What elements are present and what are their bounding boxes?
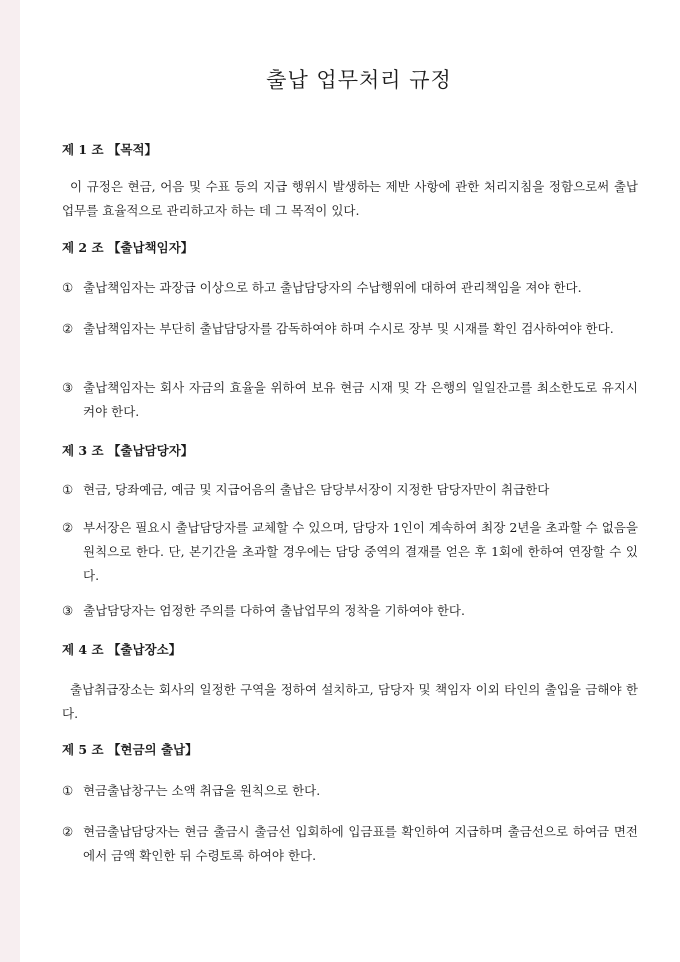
article-3-heading: 제 3 조 【출납담당자】 — [62, 443, 194, 458]
item-number: ② — [62, 824, 74, 839]
item-text: 현금출납창구는 소액 취급을 원칙으로 한다. — [83, 783, 321, 798]
item-text: 부서장은 필요시 출납담당자를 교체할 수 있으며, 담당자 1인이 계속하여 최장 2년을 초과할 수 없음을 원칙으로 한다. 단, 본기간을 초과할 경우에는 담당 중역의 결재를 얻은 후 1회에 한하여 연장할 수 있다. — [83, 520, 638, 583]
item-number: ③ — [62, 380, 74, 395]
item-text: 출납책임자는 회사 자금의 효율을 위하여 보유 현금 시재 및 각 은행의 일일잔고를 최소한도로 유지시켜야 한다. — [83, 380, 638, 419]
article-3-item-2 — [62, 516, 638, 588]
item-text: 출납책임자는 과장급 이상으로 하고 출납담당자의 수납행위에 대하여 관리책임을 져야 한다. — [83, 280, 582, 295]
article-5-heading: 제 5 조 【현금의 출납】 — [62, 742, 198, 757]
article-4-paragraph: 출납취급장소는 회사의 일정한 구역을 정하여 설치하고, 담당자 및 책임자 이외 타인의 출입을 금해야 한다. — [62, 682, 638, 721]
article-2-item-2 — [62, 317, 638, 341]
article-2-item-3 — [62, 376, 638, 424]
document-title: 출납 업무처리 규정 — [266, 68, 452, 92]
article-5-item-1 — [62, 779, 638, 803]
article-4-heading: 제 4 조 【출납장소】 — [62, 642, 182, 657]
item-number: ② — [62, 520, 74, 535]
document-page — [20, 0, 680, 962]
item-number: ① — [62, 280, 74, 295]
item-text: 현금출납담당자는 현금 출금시 출금선 입회하에 입금표를 확인하여 지급하며 출금선으로 하여금 면전에서 금액 확인한 뒤 수령토록 하여야 한다. — [83, 824, 638, 863]
item-number: ① — [62, 783, 74, 798]
item-text: 출납책임자는 부단히 출납담당자를 감독하여야 하며 수시로 장부 및 시재를 확인 검사하여야 한다. — [83, 321, 614, 336]
article-3-item-3 — [62, 599, 638, 623]
article-2-heading: 제 2 조 【출납책임자】 — [62, 240, 194, 255]
item-number: ③ — [62, 603, 74, 618]
article-5-item-2 — [62, 820, 638, 868]
item-text: 현금, 당좌예금, 예금 및 지급어음의 출납은 담당부서장이 지정한 담당자만이 취급한다 — [83, 482, 550, 497]
article-1-paragraph: 이 규정은 현금, 어음 및 수표 등의 지급 행위시 발생하는 제반 사항에 관한 처리지침을 정함으로써 출납업무를 효율적으로 관리하고자 하는 데 그 목적이 있다. — [62, 179, 638, 218]
article-3-item-1 — [62, 478, 638, 502]
item-text: 출납담당자는 엄정한 주의를 다하여 출납업무의 정착을 기하여야 한다. — [83, 603, 465, 618]
article-1-heading: 제 1 조 【목적】 — [62, 142, 158, 157]
item-number: ① — [62, 482, 74, 497]
item-number: ② — [62, 321, 74, 336]
article-2-item-1 — [62, 276, 638, 300]
